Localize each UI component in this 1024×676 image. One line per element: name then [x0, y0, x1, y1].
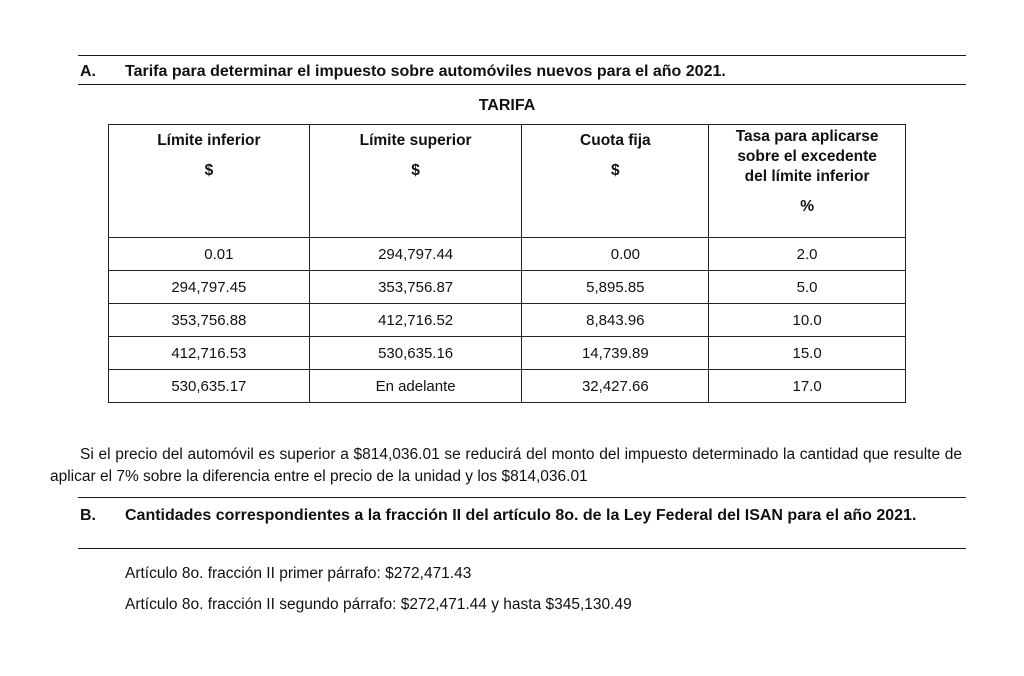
header-limite-inferior: [109, 125, 310, 238]
section-b-item-1: Artículo 8o. fracción II primer párrafo: $272,471.43: [125, 565, 472, 582]
cell-limite-superior: 412,716.52: [309, 304, 522, 337]
header-tasa: [709, 125, 906, 238]
note-text: Si el precio del automóvil es superior a $814,036.01 se reducirá del monto del impuesto determinado la cantidad que resulte de aplicar el 7% sobre la diferencia entre el precio de la unidad y los $814,036.01: [50, 446, 962, 485]
cell-cuota-fija: 5,895.85: [522, 271, 709, 304]
table-row: [109, 304, 906, 337]
cell-tasa: 5.0: [709, 271, 906, 304]
cell-cuota-fija: 32,427.66: [522, 370, 709, 403]
header-unit: $: [411, 162, 420, 179]
cell-cuota-fija: 8,843.96: [522, 304, 709, 337]
tarifa-header-row: [109, 125, 906, 238]
reduction-note: [50, 444, 962, 488]
tarifa-caption: TARIFA: [478, 97, 536, 114]
cell-tasa: 2.0: [709, 238, 906, 271]
section-a-letter: A.: [80, 63, 96, 80]
cell-tasa: 10.0: [709, 304, 906, 337]
table-row: [109, 238, 906, 271]
cell-limite-superior: En adelante: [309, 370, 522, 403]
section-a-title: Tarifa para determinar el impuesto sobre automóviles nuevos para el año 2021.: [125, 63, 726, 80]
header-label-line-2: sobre el excedente: [737, 148, 877, 165]
header-label: Cuota fija: [580, 132, 651, 149]
header-unit: $: [611, 162, 620, 179]
section-b-title: Cantidades correspondientes a la fracción II del artículo 8o. de la Ley Federal del ISAN para el año 2021.: [125, 507, 917, 524]
header-label-line-1: Tasa para aplicarse: [735, 128, 879, 145]
cell-tasa: 17.0: [709, 370, 906, 403]
header-cuota-fija: [522, 125, 709, 238]
section-b-letter: B.: [80, 507, 96, 524]
header-limite-superior: [309, 125, 522, 238]
header-label: Límite superior: [359, 132, 472, 149]
header-label: Límite inferior: [157, 132, 261, 149]
section-a-bottom-rule: [78, 84, 966, 85]
cell-limite-superior: 530,635.16: [309, 337, 522, 370]
header-label-line-3: del límite inferior: [744, 168, 870, 185]
cell-cuota-fija: 0.00: [522, 238, 709, 271]
cell-limite-inferior: 0.01: [109, 238, 310, 271]
cell-limite-superior: 353,756.87: [309, 271, 522, 304]
section-b-top-rule: [78, 497, 966, 498]
section-b-item-2: Artículo 8o. fracción II segundo párrafo: $272,471.44 y hasta $345,130.49: [125, 596, 632, 613]
cell-cuota-fija: 14,739.89: [522, 337, 709, 370]
cell-limite-inferior: 412,716.53: [109, 337, 310, 370]
table-row: [109, 370, 906, 403]
cell-tasa: 15.0: [709, 337, 906, 370]
header-unit: $: [204, 162, 214, 179]
table-row: [109, 337, 906, 370]
table-row: [109, 271, 906, 304]
header-unit: %: [800, 198, 814, 215]
cell-limite-inferior: 353,756.88: [109, 304, 310, 337]
tarifa-table: [108, 124, 906, 403]
section-a-top-rule: [78, 55, 966, 56]
section-b-bottom-rule: [78, 548, 966, 549]
cell-limite-superior: 294,797.44: [309, 238, 522, 271]
cell-limite-inferior: 294,797.45: [109, 271, 310, 304]
cell-limite-inferior: 530,635.17: [109, 370, 310, 403]
